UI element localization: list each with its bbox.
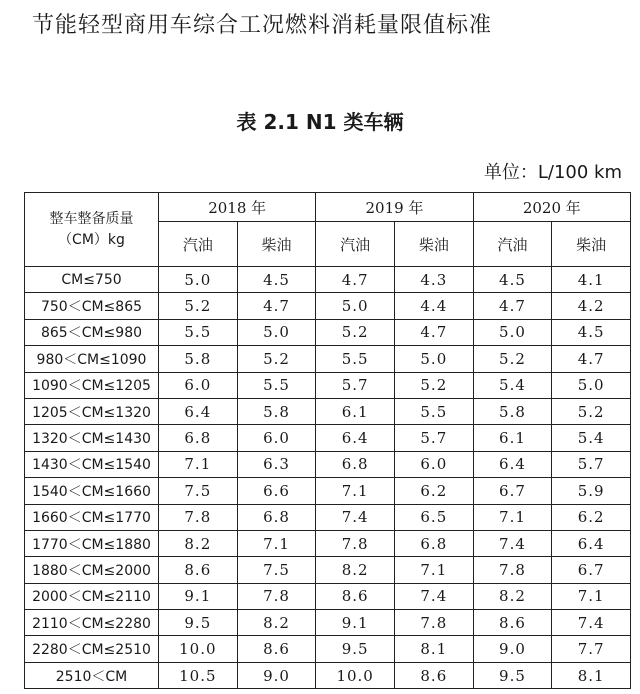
limit-value-cell: 9.5 bbox=[316, 636, 395, 662]
limit-value-cell: 4.7 bbox=[394, 319, 473, 345]
limit-value-cell: 6.8 bbox=[316, 451, 395, 477]
limit-value-cell: 7.4 bbox=[316, 504, 395, 530]
limit-value-cell: 5.0 bbox=[237, 319, 316, 345]
limit-value-cell: 4.3 bbox=[394, 267, 473, 293]
limit-value-cell: 4.5 bbox=[552, 319, 631, 345]
table-row bbox=[25, 267, 631, 293]
limit-value-cell: 7.8 bbox=[237, 583, 316, 609]
limit-value-cell: 5.9 bbox=[552, 478, 631, 504]
year-header-2018: 2018 年 bbox=[159, 193, 316, 222]
limit-value-cell: 6.5 bbox=[394, 504, 473, 530]
limit-value-cell: 8.2 bbox=[316, 557, 395, 583]
limit-value-cell: 5.5 bbox=[394, 398, 473, 424]
mass-header-line1: 整车整备质量 bbox=[49, 210, 134, 227]
limit-value-cell: 6.1 bbox=[473, 425, 552, 451]
limit-value-cell: 6.0 bbox=[237, 425, 316, 451]
limit-value-cell: 10.0 bbox=[159, 636, 238, 662]
mass-range-cell: 1880＜CM≤2000 bbox=[25, 557, 159, 583]
limit-value-cell: 9.5 bbox=[159, 610, 238, 636]
limit-value-cell: 9.0 bbox=[237, 662, 316, 688]
table-row bbox=[25, 293, 631, 319]
limit-value-cell: 9.5 bbox=[473, 662, 552, 688]
limit-value-cell: 9.1 bbox=[316, 610, 395, 636]
limit-value-cell: 7.5 bbox=[237, 557, 316, 583]
limit-value-cell: 8.6 bbox=[394, 662, 473, 688]
limit-value-cell: 8.2 bbox=[159, 530, 238, 556]
mass-range-cell: 1205＜CM≤1320 bbox=[25, 398, 159, 424]
limit-value-cell: 5.2 bbox=[159, 293, 238, 319]
limit-value-cell: 10.0 bbox=[316, 662, 395, 688]
limit-value-cell: 5.0 bbox=[316, 293, 395, 319]
limit-value-cell: 5.4 bbox=[552, 425, 631, 451]
limit-value-cell: 7.4 bbox=[394, 583, 473, 609]
table-row bbox=[25, 530, 631, 556]
limit-value-cell: 8.6 bbox=[473, 610, 552, 636]
limit-value-cell: 7.8 bbox=[394, 610, 473, 636]
table-caption: 表 2.1 N1 类车辆 bbox=[236, 110, 404, 134]
limit-value-cell: 6.2 bbox=[394, 478, 473, 504]
table-row bbox=[25, 636, 631, 662]
table-row bbox=[25, 451, 631, 477]
limit-value-cell: 7.4 bbox=[473, 530, 552, 556]
fuel-consumption-table bbox=[24, 192, 631, 689]
limit-value-cell: 7.1 bbox=[237, 530, 316, 556]
limit-value-cell: 8.6 bbox=[237, 636, 316, 662]
limit-value-cell: 6.0 bbox=[159, 372, 238, 398]
mass-range-cell: 1770＜CM≤1880 bbox=[25, 530, 159, 556]
limit-value-cell: 4.7 bbox=[473, 293, 552, 319]
limit-value-cell: 5.0 bbox=[552, 372, 631, 398]
limit-value-cell: 4.2 bbox=[552, 293, 631, 319]
limit-value-cell: 5.5 bbox=[316, 346, 395, 372]
table-row bbox=[25, 610, 631, 636]
limit-value-cell: 5.7 bbox=[552, 451, 631, 477]
limit-value-cell: 6.0 bbox=[394, 451, 473, 477]
limit-value-cell: 6.2 bbox=[552, 504, 631, 530]
limit-value-cell: 6.7 bbox=[552, 557, 631, 583]
mass-range-cell: 2280＜CM≤2510 bbox=[25, 636, 159, 662]
year-header-2020: 2020 年 bbox=[473, 193, 630, 222]
limit-value-cell: 6.7 bbox=[473, 478, 552, 504]
limit-value-cell: 8.6 bbox=[316, 583, 395, 609]
fuel-header-gasoline: 汽油 bbox=[159, 222, 238, 267]
mass-range-cell: 1540＜CM≤1660 bbox=[25, 478, 159, 504]
mass-header-line2: （CM）kg bbox=[58, 231, 125, 248]
fuel-header-diesel: 柴油 bbox=[237, 222, 316, 267]
limit-value-cell: 8.1 bbox=[394, 636, 473, 662]
limit-value-cell: 6.4 bbox=[473, 451, 552, 477]
mass-range-cell: 865＜CM≤980 bbox=[25, 319, 159, 345]
table-row bbox=[25, 319, 631, 345]
table-row bbox=[25, 372, 631, 398]
table-body bbox=[25, 267, 631, 689]
limit-value-cell: 8.6 bbox=[159, 557, 238, 583]
limit-value-cell: 6.1 bbox=[316, 398, 395, 424]
limit-value-cell: 10.5 bbox=[159, 662, 238, 688]
limit-value-cell: 5.5 bbox=[159, 319, 238, 345]
limit-value-cell: 5.8 bbox=[237, 398, 316, 424]
limit-value-cell: 5.2 bbox=[473, 346, 552, 372]
limit-value-cell: 6.4 bbox=[552, 530, 631, 556]
limit-value-cell: 5.2 bbox=[237, 346, 316, 372]
limit-value-cell: 5.0 bbox=[394, 346, 473, 372]
limit-value-cell: 5.8 bbox=[473, 398, 552, 424]
limit-value-cell: 6.8 bbox=[237, 504, 316, 530]
limit-value-cell: 6.4 bbox=[159, 398, 238, 424]
mass-range-cell: 1430＜CM≤1540 bbox=[25, 451, 159, 477]
mass-range-cell: CM≤750 bbox=[25, 267, 159, 293]
limit-value-cell: 5.2 bbox=[316, 319, 395, 345]
mass-column-header bbox=[25, 193, 159, 267]
limit-value-cell: 4.1 bbox=[552, 267, 631, 293]
limit-value-cell: 7.7 bbox=[552, 636, 631, 662]
limit-value-cell: 9.1 bbox=[159, 583, 238, 609]
fuel-header-gasoline: 汽油 bbox=[473, 222, 552, 267]
limit-value-cell: 7.8 bbox=[159, 504, 238, 530]
limit-value-cell: 7.5 bbox=[159, 478, 238, 504]
limit-value-cell: 6.4 bbox=[316, 425, 395, 451]
limit-value-cell: 5.7 bbox=[316, 372, 395, 398]
limit-value-cell: 5.8 bbox=[159, 346, 238, 372]
table-row bbox=[25, 398, 631, 424]
limit-value-cell: 8.1 bbox=[552, 662, 631, 688]
limit-value-cell: 8.2 bbox=[473, 583, 552, 609]
limit-value-cell: 5.2 bbox=[394, 372, 473, 398]
table-row bbox=[25, 346, 631, 372]
mass-range-cell: 1090＜CM≤1205 bbox=[25, 372, 159, 398]
limit-value-cell: 7.1 bbox=[552, 583, 631, 609]
limit-value-cell: 7.8 bbox=[316, 530, 395, 556]
limit-value-cell: 5.5 bbox=[237, 372, 316, 398]
limit-value-cell: 7.1 bbox=[316, 478, 395, 504]
table-row bbox=[25, 504, 631, 530]
limit-value-cell: 7.1 bbox=[473, 504, 552, 530]
limit-value-cell: 4.7 bbox=[316, 267, 395, 293]
unit-label: 单位：L/100 km bbox=[483, 162, 622, 183]
table-row bbox=[25, 478, 631, 504]
table-row bbox=[25, 425, 631, 451]
limit-value-cell: 7.8 bbox=[473, 557, 552, 583]
year-header-row bbox=[25, 193, 631, 222]
year-header-2019: 2019 年 bbox=[316, 193, 473, 222]
limit-value-cell: 6.8 bbox=[394, 530, 473, 556]
limit-value-cell: 4.5 bbox=[473, 267, 552, 293]
table-row bbox=[25, 662, 631, 688]
mass-range-cell: 2000＜CM≤2110 bbox=[25, 583, 159, 609]
mass-range-cell: 2110＜CM≤2280 bbox=[25, 610, 159, 636]
table-row bbox=[25, 583, 631, 609]
limit-value-cell: 4.4 bbox=[394, 293, 473, 319]
fuel-header-diesel: 柴油 bbox=[394, 222, 473, 267]
limit-value-cell: 5.4 bbox=[473, 372, 552, 398]
limit-value-cell: 6.3 bbox=[237, 451, 316, 477]
limit-value-cell: 4.7 bbox=[552, 346, 631, 372]
limit-value-cell: 5.7 bbox=[394, 425, 473, 451]
limit-value-cell: 9.0 bbox=[473, 636, 552, 662]
fuel-header-diesel: 柴油 bbox=[552, 222, 631, 267]
mass-range-cell: 980＜CM≤1090 bbox=[25, 346, 159, 372]
limit-value-cell: 4.7 bbox=[237, 293, 316, 319]
mass-range-cell: 1320＜CM≤1430 bbox=[25, 425, 159, 451]
mass-range-cell: 2510＜CM bbox=[25, 662, 159, 688]
limit-value-cell: 7.1 bbox=[394, 557, 473, 583]
document-title: 节能轻型商用车综合工况燃料消耗量限值标准 bbox=[32, 13, 493, 38]
limit-value-cell: 6.8 bbox=[159, 425, 238, 451]
limit-value-cell: 7.4 bbox=[552, 610, 631, 636]
limit-value-cell: 7.1 bbox=[159, 451, 238, 477]
limit-value-cell: 8.2 bbox=[237, 610, 316, 636]
limit-value-cell: 6.6 bbox=[237, 478, 316, 504]
limit-value-cell: 5.0 bbox=[159, 267, 238, 293]
limit-value-cell: 5.0 bbox=[473, 319, 552, 345]
table-row bbox=[25, 557, 631, 583]
fuel-header-gasoline: 汽油 bbox=[316, 222, 395, 267]
limit-value-cell: 4.5 bbox=[237, 267, 316, 293]
mass-range-cell: 750＜CM≤865 bbox=[25, 293, 159, 319]
mass-range-cell: 1660＜CM≤1770 bbox=[25, 504, 159, 530]
limit-value-cell: 5.2 bbox=[552, 398, 631, 424]
